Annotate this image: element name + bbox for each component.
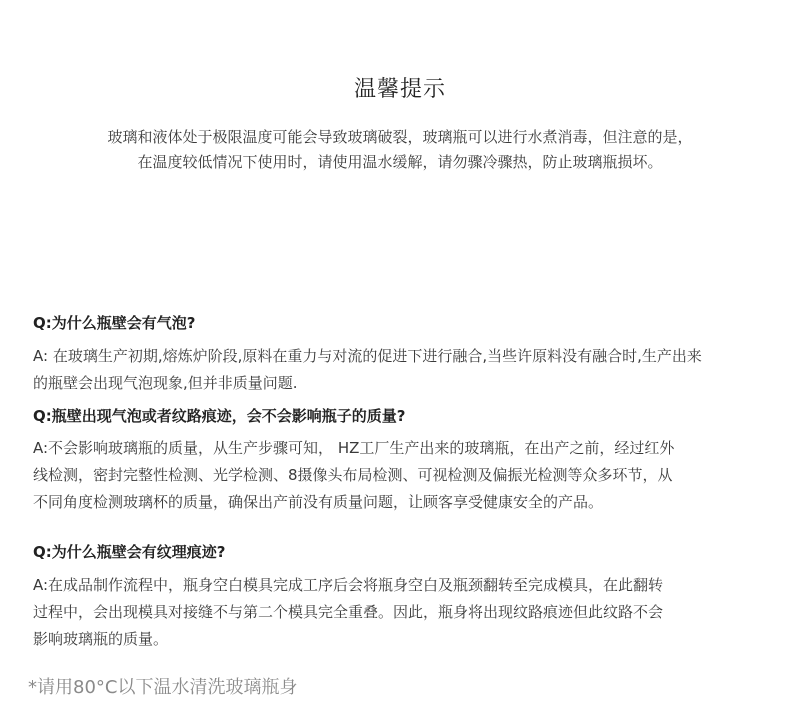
faq-answer-line: 线检测，密封完整性检测、光学检测、8摄像头布局检测、可视检测及偏振光检测等众多环节，从 xyxy=(33,466,673,484)
faq-question: Q:瓶壁出现气泡或者纹路痕迹，会不会影响瓶子的质量? xyxy=(33,407,406,425)
faq-answer-line: A:在成品制作流程中，瓶身空白模具完成工序后会将瓶身空白及瓶颈翻转至完成模具，在此翻转 xyxy=(33,576,664,594)
faq-answer xyxy=(33,435,773,516)
faq-answer xyxy=(33,343,773,397)
faq-answer-line: 影响玻璃瓶的质量。 xyxy=(33,630,169,648)
faq-answer xyxy=(33,572,773,653)
tip-line: 在温度较低情况下使用时，请使用温水缓解，请勿骤冷骤热，防止玻璃瓶损坏。 xyxy=(137,153,663,171)
faq-question: Q:为什么瓶壁会有气泡? xyxy=(33,314,196,332)
faq-answer-line: 的瓶壁会出现气泡现象,但并非质量问题. xyxy=(33,374,298,392)
faq-question: Q:为什么瓶壁会有纹理痕迹? xyxy=(33,543,226,561)
tip-title: 温馨提示 xyxy=(353,77,446,102)
faq-answer-line: A: 在玻璃生产初期,熔炼炉阶段,原料在重力与对流的促进下进行融合,当些许原料没有融合时,生产出来 xyxy=(33,347,702,365)
faq-answer-line: 过程中，会出现模具对接缝不与第二个模具完全重叠。因此，瓶身将出现纹路痕迹但此纹路不会 xyxy=(33,603,664,621)
faq-answer-line: 不同角度检测玻璃杯的质量，确保出产前没有质量问题，让顾客享受健康安全的产品。 xyxy=(33,493,604,511)
footnote: *请用80°C以下温水清洗玻璃瓶身 xyxy=(28,677,298,698)
faq-answer-line: A:不会影响玻璃瓶的质量，从生产步骤可知， HZ工厂生产出来的玻璃瓶，在出产之前，经过红外 xyxy=(33,439,675,457)
tip-line: 玻璃和液体处于极限温度可能会导致玻璃破裂，玻璃瓶可以进行水煮消毒，但注意的是， xyxy=(107,128,693,146)
